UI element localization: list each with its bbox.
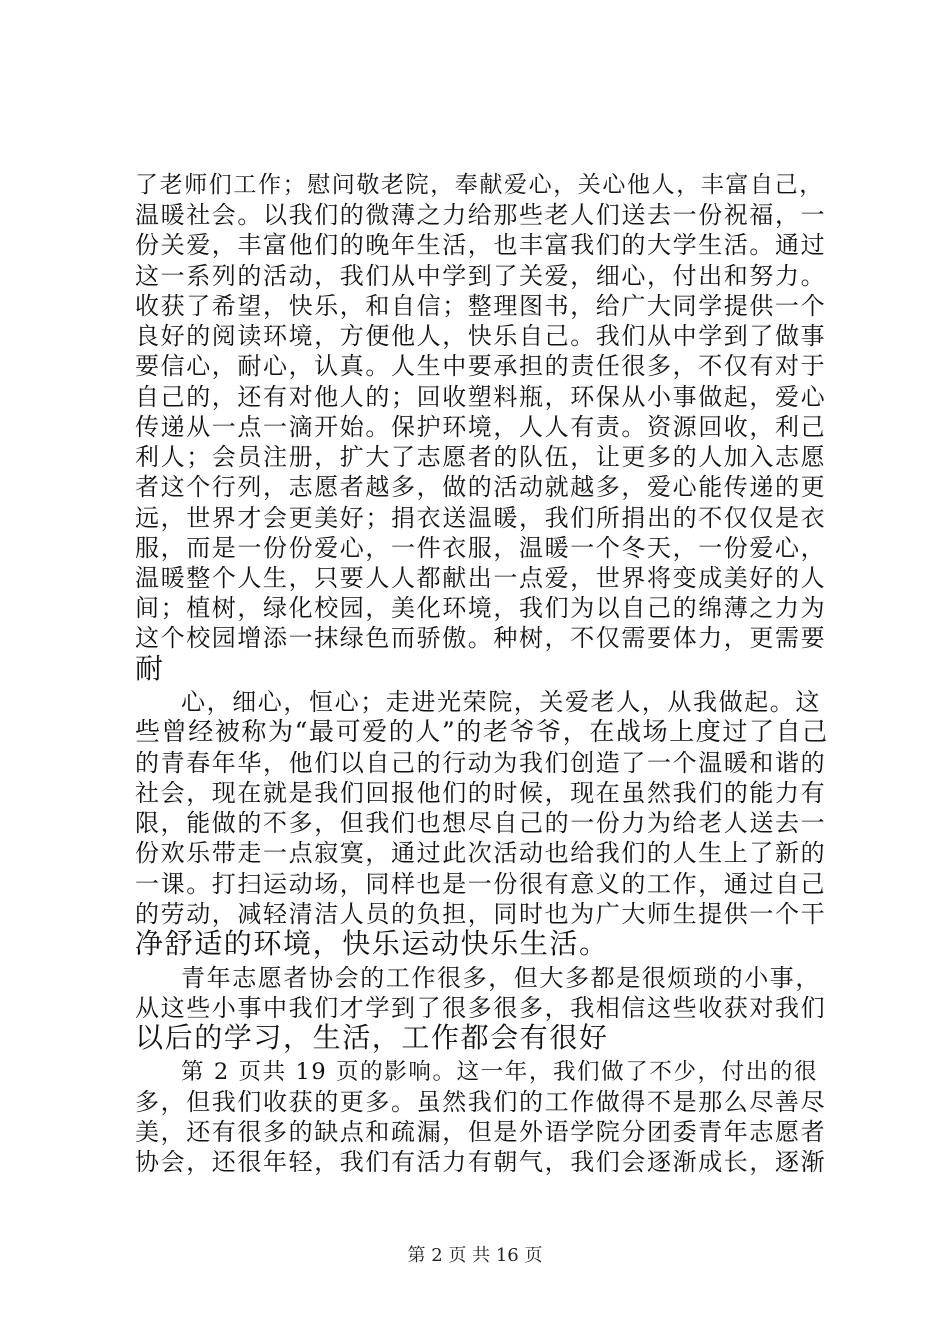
text-line: 良好的阅读环境，方便他人，快乐自己。我们从中学到了做事 — [135, 322, 827, 350]
text-line: 耐 — [135, 652, 165, 685]
text-line: 从这些小事中我们才学到了很多很多，我相信这些收获对我们 — [135, 994, 827, 1022]
text-line: 传递从一点一滴开始。保护环境，人人有责。资源回收，利己 — [135, 413, 827, 441]
text-line: 这一系列的活动，我们从中学到了关爱，细心，付出和努力。 — [135, 262, 827, 290]
text-line: 利人；会员注册，扩大了志愿者的队伍，让更多的人加入志愿 — [135, 443, 827, 471]
text-line: 社会，现在就是我们回报他们的时候，现在虽然我们的能力有 — [135, 779, 827, 807]
paragraph-first-line: 心，细心，恒心；走进光荣院，关爱老人，从我做起。这 — [181, 688, 821, 716]
text-line: 了老师们工作；慰问敬老院，奉献爱心，关心他人，丰富自己， — [135, 172, 824, 198]
text-line: 份关爱，丰富他们的晚年生活，也丰富我们的大学生活。通过 — [135, 231, 827, 259]
paragraph-first-line: 青年志愿者协会的工作很多，但大多都是很烦琐的小事， — [181, 964, 821, 992]
text-line: 协会，还很年轻，我们有活力有朝气，我们会逐渐成长，逐渐 — [135, 1148, 827, 1176]
text-line: 限，能做的不多，但我们也想尽自己的一份力为给老人送去一 — [135, 809, 827, 837]
text-line: 自己的，还有对他人的；回收塑料瓶，环保从小事做起，爱心 — [135, 383, 827, 411]
text-line: 服，而是一份份爱心，一件衣服，温暖一个冬天，一份爱心， — [135, 534, 827, 562]
text-line: 这个校园增添一抹绿色而骄傲。种树，不仅需要体力，更需要 — [135, 624, 827, 652]
text-line: 净舒适的环境，快乐运动快乐生活。 — [135, 927, 609, 960]
text-line: 些曾经被称为“最可爱的人”的老爷爷，在战场上度过了自己 — [135, 717, 829, 746]
text-line: 收获了希望，快乐，和自信；整理图书，给广大同学提供一个 — [135, 292, 827, 320]
text-line: 以后的学习，生活，工作都会有很好 — [135, 1021, 609, 1054]
text-line: 一课。打扫运动场，同样也是一份很有意义的工作，通过自己 — [135, 870, 827, 898]
text-line: 的青春年华，他们以自己的行动为我们创造了一个温暖和谐的 — [135, 749, 827, 777]
text-line: 者这个行列，志愿者越多，做的活动就越多，爱心能传递的更 — [135, 473, 827, 501]
text-line: 温暖整个人生，只要人人都献出一点爱，世界将变成美好的人 — [135, 564, 827, 592]
paragraph-first-line: 第 2 页共 19 页的影响。这一年，我们做了不少，付出的很 — [181, 1059, 819, 1085]
text-line: 的劳动，减轻清洁人员的负担，同时也为广大师生提供一个干 — [135, 900, 827, 928]
text-line: 多，但我们收获的更多。虽然我们的工作做得不是那么尽善尽 — [135, 1088, 827, 1116]
text-line: 份欢乐带走一点寂寞，通过此次活动也给我们的人生上了新的 — [135, 839, 827, 867]
text-line: 温暖社会。以我们的微薄之力给那些老人们送去一份祝福，一 — [135, 201, 827, 229]
text-line: 间；植树，绿化校园，美化环境，我们为以自己的绵薄之力为 — [135, 594, 827, 622]
text-line: 要信心，耐心，认真。人生中要承担的责任很多，不仅有对于 — [135, 352, 827, 380]
text-line: 远，世界才会更美好；捐衣送温暖，我们所捐出的不仅仅是衣 — [135, 504, 827, 532]
page-number-footer: 第 2 页 共 16 页 — [407, 1245, 543, 1266]
text-line: 美，还有很多的缺点和疏漏，但是外语学院分团委青年志愿者 — [135, 1118, 827, 1146]
